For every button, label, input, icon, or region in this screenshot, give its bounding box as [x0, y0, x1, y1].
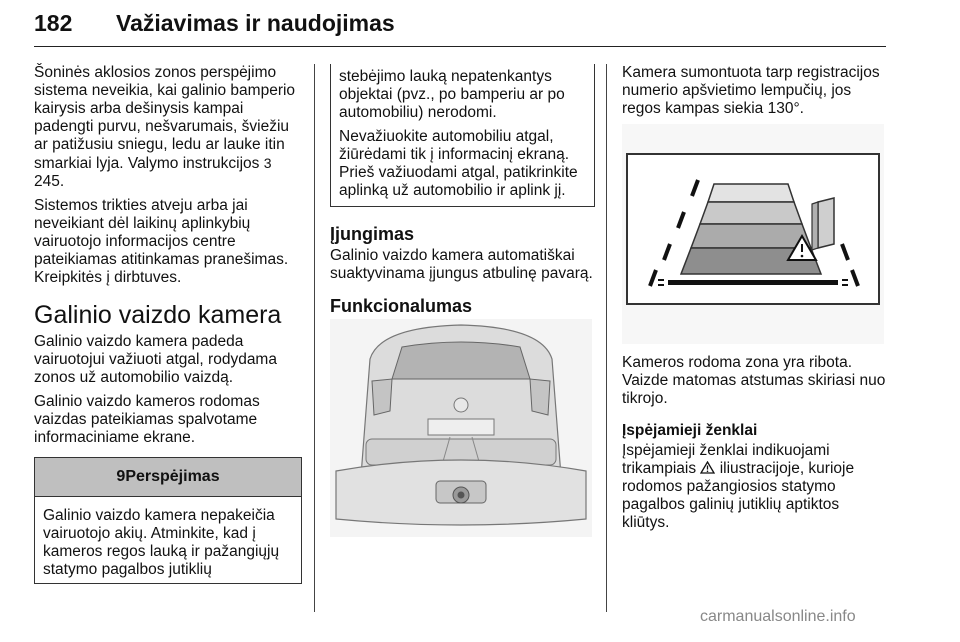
warning-box-continued [330, 64, 595, 207]
car-rear-camera-illustration [330, 319, 592, 537]
warning-title: Perspėjimas [125, 468, 220, 485]
warning-triangle-icon: 9 [116, 468, 126, 485]
column-divider-right [606, 64, 607, 612]
warning-title-bar [35, 458, 301, 497]
paragraph-camera-intro: Galinio vaizdo kamera padeda vairuotojui važiuoti atgal, rodydama zonos už automobilio vaizdą. [34, 333, 277, 386]
page-number: 182 [34, 10, 73, 36]
warning-continued-text-2: Nevažiuokite automobiliu atgal, žiūrėdami tik į informacinį ekraną. Prieš važiuodami atgal, patikrinkite aplinką už automobilio ir aplink jį. [339, 128, 578, 199]
watermark: carmanualsonline.info [700, 608, 856, 625]
paragraph-camera-display: Galinio vaizdo kameros rodomas vaizdas pateikiamas spalvotame informaciniame ekrane. [34, 393, 260, 446]
page-header [34, 6, 886, 47]
column-2 [330, 64, 595, 537]
column-divider-left [314, 64, 315, 612]
paragraph-fault: Sistemos trikties atveju arba jai neveikiant dėl laikinų aplinkybių vairuotojo informacijos centre pateikiamas atitinkamas pranešimas. Kreipkitės į dirbtuves. [34, 197, 289, 286]
warning-continued-text-1: stebėjimo lauką nepatenkantys objektai (pvz., po bamperiu ar po automobiliu) nerodomi. [339, 68, 565, 121]
page-reference[interactable]: 245. [34, 173, 65, 190]
camera-view-diagram [622, 124, 884, 344]
warning-text: Galinio vaizdo kamera nepakeičia vairuotojo akių. Atminkite, kad į kameros regos lauką ir pažangiųjų statymo pagalbos jutiklių [43, 507, 280, 578]
warning-box [34, 457, 302, 584]
section-heading-function: Funkcionalumas [330, 296, 473, 316]
running-title: Važiavimas ir naudojimas [116, 10, 395, 36]
column-1 [34, 64, 302, 584]
paragraph-camera-location: Kamera sumontuota tarp registracijos numerio apšvietimo lempučių, jos regos kampas siekia 130°. [622, 64, 880, 117]
paragraph-activation: Galinio vaizdo kamera automatiškai suaktyvinama įjungus atbulinę pavarą. [330, 247, 593, 282]
section-heading-camera: Galinio vaizdo kamera [34, 301, 282, 329]
section-heading-warning-signs: Įspėjamieji ženklai [622, 422, 758, 439]
page-reference-triangle-icon: 3 [263, 155, 272, 171]
paragraph-camera-limits: Kameros rodoma zona yra ribota. Vaizde matomas atstumas skiriasi nuo tikrojo. [622, 354, 886, 407]
section-heading-activation: Įjungimas [330, 224, 415, 244]
paragraph-warning-signs: Įspėjamieji ženklai indikuojami trikampiais iliustracijoje, kurioje rodomos pažangiosios statymo pagalbos galinių jutiklių aptiktos kliūtys. [622, 442, 855, 531]
warning-triangle-icon [700, 461, 715, 474]
column-3 [622, 64, 886, 538]
paragraph-blind-spot: Šoninės aklosios zonos perspėjimo sistema neveikia, kai galinio bamperio kairysis arba dešinysis kampai padengti purvu, nešvarumais, šviežiu ar patižusiu sniegu, ledu ar lauke itin smarkiai lyja. Valymo instrukcijos 3 245. [34, 64, 296, 190]
